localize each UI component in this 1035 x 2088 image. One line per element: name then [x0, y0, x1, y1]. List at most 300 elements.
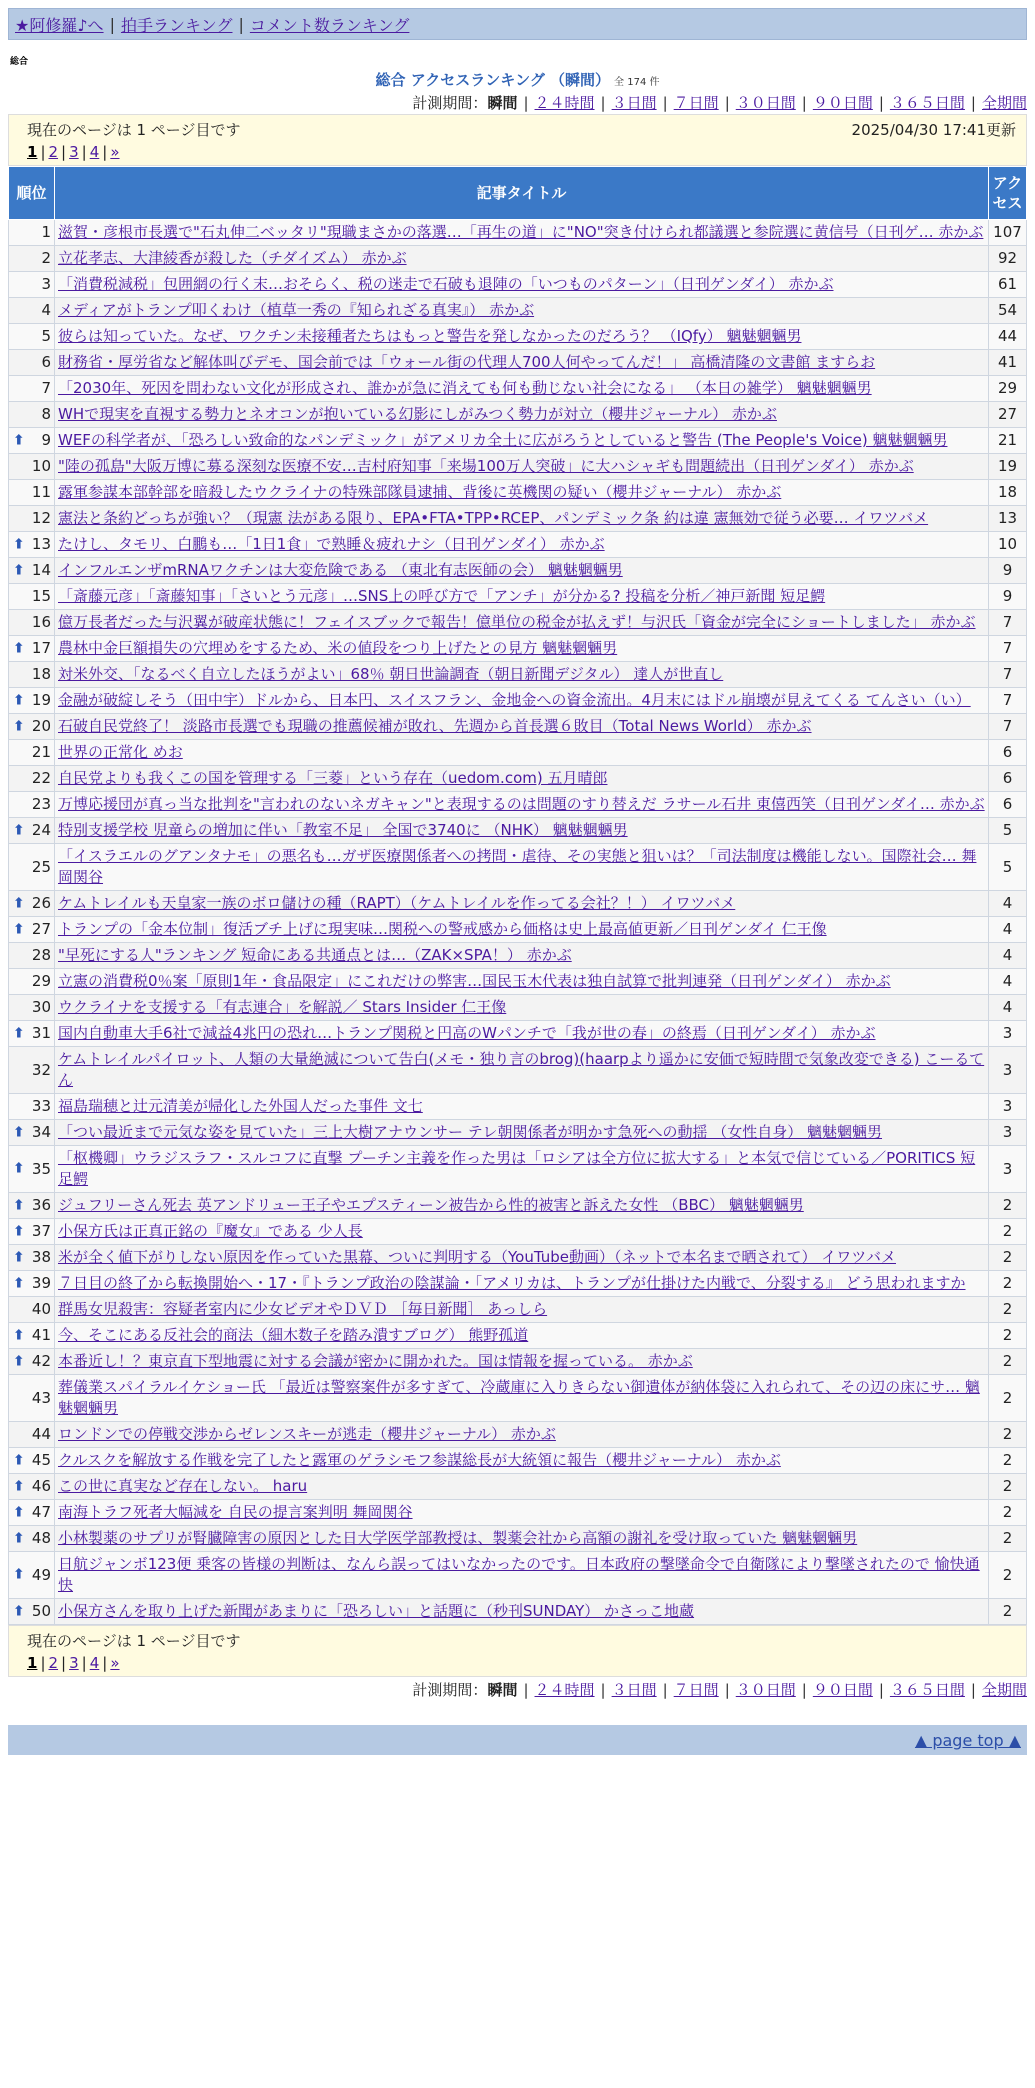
rank-up-arrow-icon: ⬆	[13, 692, 25, 708]
access-count: 2	[989, 1500, 1027, 1526]
table-row	[9, 1323, 1027, 1349]
rank-header: 順位	[9, 167, 55, 220]
rank-number: 36	[31, 1196, 51, 1214]
article-link[interactable]: 南海トラフ死者大幅減を 自民の提言案判明 舞岡関谷	[58, 1503, 413, 1521]
article-link[interactable]: 「つい最近まで元気な姿を見ていた」三上大樹アナウンサー テレ朝関係者が明かす急死への動揺 （女性自身） 魑魅魍魎男	[58, 1123, 883, 1141]
rank-number: 43	[31, 1388, 51, 1407]
table-row	[9, 246, 1027, 272]
page-link-4[interactable]: 4	[89, 143, 100, 161]
table-row	[9, 1599, 1027, 1625]
article-link[interactable]: トランプの「金本位制」復活ブチ上げに現実味…関税への警戒感から価格は史上最高値更新／日刊ゲンダイ 仁王像	[58, 920, 827, 938]
access-count: 18	[989, 480, 1027, 506]
table-row	[9, 740, 1027, 766]
article-link[interactable]: "早死にする人"ランキング 短命にある共通点とは…（ZAK×SPA！） 赤かぶ	[58, 946, 572, 964]
access-count: 2	[989, 1193, 1027, 1219]
access-count: 3	[989, 1146, 1027, 1193]
access-count: 21	[989, 428, 1027, 454]
table-row	[9, 1500, 1027, 1526]
rank-number: 3	[41, 275, 51, 293]
table-row	[9, 818, 1027, 844]
rank-cell	[9, 1219, 55, 1245]
table-row	[9, 1349, 1027, 1375]
article-link[interactable]: 小保方氏は正真正銘の『魔女』である 少人長	[58, 1222, 363, 1240]
article-link[interactable]: クルスクを解放する作戦を完了したと露軍のゲラシモフ参謀総長が大統領に報告（櫻井ジャーナル） 赤かぶ	[58, 1451, 781, 1469]
rank-cell	[9, 1323, 55, 1349]
article-link[interactable]: 「イスラエルのグアンタナモ」の悪名も…ガザ医療関係者への拷問・虐待、その実態と狙いは？「司法制度は機能しない。国際社会… 舞岡関谷	[58, 847, 977, 886]
page-links	[27, 141, 1016, 163]
article-link[interactable]: たけし、タモリ、白鵬も…「1日1食」で熟睡＆疲れナシ（日刊ゲンダイ） 赤かぶ	[58, 535, 605, 553]
table-row	[9, 636, 1027, 662]
article-link[interactable]: ７日目の終了から転換開始へ・17・『トランプ政治の陰謀論・「アメリカは、トランプが仕掛けた内戦で、分裂する』 どう思われますか	[58, 1274, 966, 1292]
access-count: 9	[989, 584, 1027, 610]
access-count: 3	[989, 1120, 1027, 1146]
title-cell	[55, 1349, 989, 1375]
article-link[interactable]: 「2030年、死因を問わない文化が形成され、誰かが急に消えても何も動じない社会になる」 （本日の雑学） 魑魅魍魎男	[58, 379, 872, 397]
rank-number: 46	[31, 1477, 51, 1495]
rank-up-arrow-icon: ⬆	[13, 1504, 25, 1520]
title-cell	[55, 1474, 989, 1500]
table-row	[9, 766, 1027, 792]
access-count: 4	[989, 943, 1027, 969]
page-current: 1	[27, 1654, 38, 1672]
rank-number: 41	[31, 1326, 51, 1344]
access-count: 3	[989, 1094, 1027, 1120]
article-link[interactable]: 農林中金巨額損失の穴埋めをするため、米の値段をつり上げたとの見方 魑魅魍魎男	[58, 639, 618, 657]
rank-up-arrow-icon: ⬆	[13, 1160, 25, 1177]
access-count: 3	[989, 1047, 1027, 1094]
rank-number: 48	[31, 1529, 51, 1547]
title-cell	[55, 610, 989, 636]
page-next-link[interactable]: »	[110, 1654, 120, 1672]
rank-cell	[9, 891, 55, 917]
section-label: 総合	[10, 57, 29, 67]
article-link[interactable]: 「斎藤元彦」「斎藤知事」「さいとう元彦」…SNS上の呼び方で「アンチ」が分かる? 投稿を分析／神戸新聞 短足鰐	[58, 587, 826, 605]
table-row	[9, 1120, 1027, 1146]
title-cell	[55, 917, 989, 943]
page-separator: |	[40, 143, 46, 161]
rank-cell	[9, 1047, 55, 1094]
title-cell	[55, 324, 989, 350]
title-cell	[55, 506, 989, 532]
table-row	[9, 1047, 1027, 1094]
article-link[interactable]: 滋賀・彦根市長選で"石丸伸二ベッタリ"現職まさかの落選…「再生の道」に"NO"突き付けられ都議選と参院選に黄信号（日刊ゲ… 赤かぶ	[58, 223, 984, 241]
page-separator: |	[102, 1654, 108, 1672]
article-link[interactable]: 石破自民党終了！ 淡路市長選でも現職の推薦候補が敗れ、先週から首長選６敗目（Total News World） 赤かぶ	[58, 717, 812, 735]
table-row	[9, 324, 1027, 350]
table-row	[9, 917, 1027, 943]
title-cell	[55, 943, 989, 969]
period-separator: |	[662, 1681, 668, 1699]
rank-cell	[9, 688, 55, 714]
rank-cell	[9, 1193, 55, 1219]
period-separator: |	[878, 1681, 884, 1699]
nav-separator: |	[238, 14, 244, 34]
rank-number: 34	[31, 1123, 51, 1141]
access-count: 3	[989, 1021, 1027, 1047]
rank-number: 11	[31, 483, 51, 501]
pager-bottom	[8, 1625, 1027, 1677]
rank-number: 45	[31, 1451, 51, 1469]
period-separator: |	[523, 94, 529, 112]
rank-number: 50	[31, 1602, 51, 1620]
rank-up-arrow-icon: ⬆	[13, 1223, 25, 1239]
rank-number: 35	[31, 1159, 51, 1178]
article-link[interactable]: 自民党よりも我くこの国を管理する「三菱」という存在（uedom.com) 五月晴郎	[58, 769, 608, 787]
article-link[interactable]: "陸の孤島"大阪万博に募る深刻な医療不安…吉村府知事「来場100万人突破」に大ハシャギも問題続出（日刊ゲンダイ） 赤かぶ	[58, 457, 914, 475]
table-row	[9, 272, 1027, 298]
rank-up-arrow-icon: ⬆	[13, 895, 25, 911]
top-period-6[interactable]: ３６５日間	[889, 94, 965, 112]
bottom-period-1[interactable]: ２４時間	[534, 1681, 595, 1699]
access-count: 2	[989, 1448, 1027, 1474]
access-count: 2	[989, 1552, 1027, 1599]
rank-number: 8	[41, 405, 51, 423]
article-link[interactable]: ケムトレイルも天皇家一族のボロ儲けの種（RAPT）（ケムトレイルを作ってる会社？！） イワツバメ	[58, 894, 736, 912]
title-cell	[55, 1448, 989, 1474]
rank-number: 38	[31, 1248, 51, 1266]
access-count: 2	[989, 1474, 1027, 1500]
table-row	[9, 1271, 1027, 1297]
article-link[interactable]: 対米外交、「なるべく自立したほうがよい」68％ 朝日世論調査（朝日新聞デジタル） 達人が世直し	[58, 665, 724, 683]
page-link-3[interactable]: 3	[69, 143, 79, 161]
table-row	[9, 298, 1027, 324]
rank-number: 13	[31, 535, 51, 553]
rank-cell	[9, 943, 55, 969]
access-count: 2	[989, 1323, 1027, 1349]
rank-number: 4	[41, 301, 51, 319]
top-period-4[interactable]: ３０日間	[735, 94, 796, 112]
rank-cell	[9, 506, 55, 532]
table-row	[9, 610, 1027, 636]
title-cell	[55, 350, 989, 376]
rank-cell	[9, 1422, 55, 1448]
article-link[interactable]: 国内自動車大手6社で減益4兆円の恐れ…トランプ関税と円高のWパンチで「我が世の春」の終焉（日刊ゲンダイ） 赤かぶ	[58, 1024, 876, 1042]
rank-number: 29	[31, 972, 51, 990]
bottom-period-5[interactable]: ９０日間	[812, 1681, 873, 1699]
article-link[interactable]: この世に真実など存在しない。 haru	[58, 1477, 308, 1495]
period-separator: |	[724, 1681, 730, 1699]
bottom-period-6[interactable]: ３６５日間	[889, 1681, 965, 1699]
article-link[interactable]: 小保方さんを取り上げた新聞があまりに「恐ろしい」と話題に（秒刊SUNDAY） かさっこ地蔵	[58, 1602, 695, 1620]
period-selector-bottom	[8, 1679, 1027, 1701]
rank-number: 26	[31, 894, 51, 912]
rank-up-arrow-icon: ⬆	[13, 1566, 25, 1583]
article-link[interactable]: 立花孝志、大津綾香が殺した（チダイズム） 赤かぶ	[58, 249, 407, 267]
article-link[interactable]: ロンドンでの停戦交渉からゼレンスキーが逃走（櫻井ジャーナル） 赤かぶ	[58, 1425, 556, 1443]
page-separator: |	[61, 143, 67, 161]
article-link[interactable]: 憲法と条約どっちが強い？（現憲 法がある限り、EPA•FTA•TPP•RCEP、パンデミック条 約は違 憲無効で従う必要… イワツバメ	[58, 509, 929, 527]
article-link[interactable]: ウクライナを支援する「有志連合」を解説／ Stars Insider 仁王像	[58, 998, 507, 1016]
access-count: 4	[989, 969, 1027, 995]
access-count: 10	[989, 532, 1027, 558]
rank-number: 17	[31, 639, 51, 657]
rank-up-arrow-icon: ⬆	[13, 1478, 25, 1494]
rank-number: 20	[31, 717, 51, 735]
table-row	[9, 891, 1027, 917]
rank-cell	[9, 1474, 55, 1500]
article-link[interactable]: 金融が破綻しそう（田中宇）ドルから、日本円、スイスフラン、金地金への資金流出。4月末にはドル崩壊が見えてくる てんさい（い）	[58, 691, 971, 709]
rank-number: 1	[41, 223, 51, 241]
page-title-row	[8, 69, 1027, 90]
rank-cell	[9, 1599, 55, 1625]
page-separator: |	[81, 1654, 87, 1672]
rank-cell	[9, 558, 55, 584]
rank-number: 40	[31, 1300, 51, 1318]
rank-cell	[9, 1349, 55, 1375]
rank-cell	[9, 636, 55, 662]
period-selector-top	[8, 92, 1027, 114]
article-link[interactable]: メディアがトランプ叩くわけ（植草一秀の『知られざる真実』） 赤かぶ	[58, 301, 535, 319]
title-cell	[55, 402, 989, 428]
rank-up-arrow-icon: ⬆	[13, 1452, 25, 1468]
rank-number: 5	[41, 327, 51, 345]
rank-cell	[9, 1500, 55, 1526]
page-top-link[interactable]: ▲ page top ▲	[914, 1730, 1021, 1750]
table-row	[9, 428, 1027, 454]
access-count: 2	[989, 1422, 1027, 1448]
period-separator: |	[600, 94, 606, 112]
article-link[interactable]: 財務省・厚労省など解体叫びデモ、国会前では「ウォール街の代理人700人何やってんだ！」 高橋清隆の文書館 ますらお	[58, 353, 876, 371]
bottom-period-0: 瞬間	[487, 1681, 518, 1699]
rank-cell	[9, 1526, 55, 1552]
bottom-period-4[interactable]: ３０日間	[735, 1681, 796, 1699]
rank-cell	[9, 480, 55, 506]
title-cell	[55, 1297, 989, 1323]
footer-bar	[8, 1725, 1027, 1755]
table-row	[9, 1375, 1027, 1422]
access-count: 4	[989, 917, 1027, 943]
rank-number: 21	[31, 743, 51, 761]
rank-cell	[9, 1297, 55, 1323]
top-nav-bar	[8, 8, 1027, 40]
rank-cell	[9, 298, 55, 324]
access-count: 61	[989, 272, 1027, 298]
rank-cell	[9, 246, 55, 272]
article-link[interactable]: 福島瑞穂と辻元清美が帰化した外国人だった事件 文七	[58, 1097, 423, 1115]
rank-cell	[9, 662, 55, 688]
article-link[interactable]: 葬儀業スパイラルイケショー氏 「最近は警察案件が多すぎて、冷蔵庫に入りきらない御遺体が納体袋に入れられて、その辺の床にサ… 魑魅魍魎男	[58, 1378, 980, 1417]
rank-cell	[9, 740, 55, 766]
title-cell	[55, 1193, 989, 1219]
title-cell	[55, 766, 989, 792]
top-period-1[interactable]: ２４時間	[534, 94, 595, 112]
period-label: 計測期間：	[412, 1681, 488, 1699]
title-cell	[55, 272, 989, 298]
table-row	[9, 480, 1027, 506]
current-page-text: 現在のページは 1 ページ目です	[27, 1632, 241, 1650]
bottom-period-2[interactable]: ３日間	[611, 1681, 657, 1699]
access-count: 7	[989, 662, 1027, 688]
page-links	[27, 1652, 1016, 1674]
pager-top	[8, 114, 1027, 166]
top-period-7[interactable]: 全期間	[981, 94, 1027, 112]
page-link-2[interactable]: 2	[48, 143, 59, 161]
rank-number: 22	[31, 769, 51, 787]
title-cell	[55, 1500, 989, 1526]
title-cell	[55, 1120, 989, 1146]
article-link[interactable]: WEFの科学者が、「恐ろしい致命的なパンデミック」がアメリカ全土に広がろうとしていると警告 (The People's Voice) 魑魅魍魎男	[58, 431, 948, 449]
page-next-link[interactable]: »	[110, 143, 120, 161]
access-count: 13	[989, 506, 1027, 532]
rank-number: 24	[31, 821, 51, 839]
article-link[interactable]: 露軍参謀本部幹部を暗殺したウクライナの特殊部隊員逮捕、背後に英機関の疑い（櫻井ジャーナル） 赤かぶ	[58, 483, 782, 501]
access-count: 92	[989, 246, 1027, 272]
access-count: 5	[989, 818, 1027, 844]
period-separator: |	[801, 1681, 807, 1699]
rank-up-arrow-icon: ⬆	[13, 1197, 25, 1213]
rank-cell	[9, 220, 55, 246]
access-count: 2	[989, 1349, 1027, 1375]
article-link[interactable]: 日航ジャンボ123便 乗客の皆様の判断は、なんら誤ってはいなかったのです。日本政府の撃墜命令で自衛隊により撃墜されたので 愉快通快	[58, 1555, 980, 1594]
rank-up-arrow-icon: ⬆	[13, 1353, 25, 1369]
rank-number: 16	[31, 613, 51, 631]
title-cell	[55, 714, 989, 740]
current-page-text: 現在のページは 1 ページ目です	[27, 121, 241, 139]
rank-cell	[9, 1146, 55, 1193]
updated-timestamp: 2025/04/30 17:41更新	[851, 121, 1016, 139]
title-cell	[55, 995, 989, 1021]
article-link[interactable]: 億万長者だった与沢翼が破産状態に！フェイスブックで報告！億単位の税金が払えず！与沢氏「資金が完全にショートしました」 赤かぶ	[58, 613, 976, 631]
page-link-2[interactable]: 2	[48, 1654, 59, 1672]
bottom-period-3[interactable]: ７日間	[673, 1681, 719, 1699]
title-cell	[55, 969, 989, 995]
top-period-0: 瞬間	[487, 94, 518, 112]
page-separator: |	[61, 1654, 67, 1672]
title-cell	[55, 532, 989, 558]
article-link[interactable]: WHで現実を直視する勢力とネオコンが抱いている幻影にしがみつく勢力が対立（櫻井ジャーナル） 赤かぶ	[58, 405, 777, 423]
rank-number: 31	[31, 1024, 51, 1042]
page-current: 1	[27, 143, 38, 161]
access-count: 6	[989, 740, 1027, 766]
title-cell	[55, 428, 989, 454]
rank-cell	[9, 1021, 55, 1047]
article-link[interactable]: 世界の正常化 めお	[58, 743, 183, 761]
comment-ranking-link[interactable]: コメント数ランキング	[249, 15, 410, 35]
table-row	[9, 532, 1027, 558]
rank-number: 37	[31, 1222, 51, 1240]
article-link[interactable]: 群馬女児殺害：容疑者室内に少女ビデオやＤＶＤ ［毎日新聞］ あっしら	[58, 1300, 548, 1318]
access-count: 107	[989, 220, 1027, 246]
title-cell	[55, 1323, 989, 1349]
title-cell	[55, 298, 989, 324]
rank-cell	[9, 610, 55, 636]
rank-cell	[9, 350, 55, 376]
table-row	[9, 688, 1027, 714]
access-count: 54	[989, 298, 1027, 324]
rank-number: 47	[31, 1503, 51, 1521]
rank-number: 10	[31, 457, 51, 475]
top-period-3[interactable]: ７日間	[673, 94, 719, 112]
period-separator: |	[970, 94, 976, 112]
title-cell	[55, 1245, 989, 1271]
table-row	[9, 1193, 1027, 1219]
access-count: 2	[989, 1297, 1027, 1323]
access-count: 6	[989, 792, 1027, 818]
article-link[interactable]: インフルエンザmRNAワクチンは大変危険である （東北有志医師の会） 魑魅魍魎男	[58, 561, 623, 579]
title-cell	[55, 844, 989, 891]
rank-up-arrow-icon: ⬆	[13, 640, 25, 656]
title-cell	[55, 636, 989, 662]
top-period-2[interactable]: ３日間	[611, 94, 657, 112]
access-count: 6	[989, 766, 1027, 792]
rank-number: 9	[41, 431, 51, 449]
rank-up-arrow-icon: ⬆	[13, 718, 25, 734]
rank-cell	[9, 532, 55, 558]
table-row	[9, 506, 1027, 532]
article-link[interactable]: 特別支援学校 児童らの増加に伴い「教室不足」 全国で3740に （NHK） 魑魅魍魎男	[58, 821, 628, 839]
rank-up-arrow-icon: ⬆	[13, 921, 25, 937]
table-row	[9, 1219, 1027, 1245]
article-link[interactable]: ジュフリーさん死去 英アンドリュー王子やエプスティーン被告から性的被害と訴えた女性 （BBC） 魑魅魍魎男	[58, 1196, 804, 1214]
top-period-5[interactable]: ９０日間	[812, 94, 873, 112]
table-row	[9, 714, 1027, 740]
table-row	[9, 1474, 1027, 1500]
home-link[interactable]: ★阿修羅♪へ	[15, 15, 104, 35]
article-link[interactable]: 「消費税減税」包囲網の行く末…おそらく、税の迷走で石破も退陣の「いつものパターン」（日刊ゲンダイ） 赤かぶ	[58, 275, 834, 293]
access-count: 2	[989, 1599, 1027, 1625]
bottom-period-7[interactable]: 全期間	[981, 1681, 1027, 1699]
access-count: 27	[989, 402, 1027, 428]
page-link-4[interactable]: 4	[89, 1654, 100, 1672]
article-link[interactable]: 彼らは知っていた。なぜ、ワクチン未接種者たちはもっと警告を発しなかったのだろう？ （IQfy） 魑魅魍魎男	[58, 327, 802, 345]
rank-number: 25	[31, 857, 51, 876]
rank-up-arrow-icon: ⬆	[13, 432, 25, 448]
article-link[interactable]: 米が全く値下がりしない原因を作っていた黒幕、ついに判明する（YouTube動画）（ネットで本名まで晒されて） イワツバメ	[58, 1248, 896, 1266]
title-cell	[55, 1021, 989, 1047]
table-row	[9, 662, 1027, 688]
rank-cell	[9, 792, 55, 818]
article-link[interactable]: 万博応援団が真っ当な批判を"言われのないネガキャン"と表現するのは問題のすり替えだ ラサール石井 東僖西笑（日刊ゲンダイ… 赤かぶ	[58, 795, 985, 813]
article-link[interactable]: 小林製薬のサプリが腎臓障害の原因とした日大学医学部教授は、製薬会社から高額の謝礼を受け取っていた 魑魅魍魎男	[58, 1529, 858, 1547]
article-link[interactable]: ケムトレイルパイロット、人類の大量絶滅について告白(メモ・独り言のbrog)(haarpより遥かに安価で短時間で気象改変できる) こーるてん	[58, 1050, 985, 1089]
article-link[interactable]: 今、そこにある反社会的商法（細木数子を踏み潰すブログ） 熊野孤道	[58, 1326, 529, 1344]
title-cell	[55, 891, 989, 917]
article-link[interactable]: 立憲の消費税0％案「原則1年・食品限定」にこれだけの弊害…国民玉木代表は独自試算で批判連発（日刊ゲンダイ） 赤かぶ	[58, 972, 891, 990]
table-row	[9, 454, 1027, 480]
rank-up-arrow-icon: ⬆	[13, 1025, 25, 1041]
table-row	[9, 220, 1027, 246]
title-cell	[55, 1552, 989, 1599]
title-cell	[55, 1526, 989, 1552]
rank-up-arrow-icon: ⬆	[13, 1275, 25, 1291]
rank-cell	[9, 584, 55, 610]
table-row	[9, 376, 1027, 402]
access-count: 2	[989, 1375, 1027, 1422]
table-row	[9, 1422, 1027, 1448]
article-link[interactable]: 本番近し！？東京直下型地震に対する会議が密かに開かれた。国は情報を握っている。 赤かぶ	[58, 1352, 693, 1370]
table-row	[9, 995, 1027, 1021]
access-count: 19	[989, 454, 1027, 480]
period-separator: |	[970, 1681, 976, 1699]
title-cell	[55, 246, 989, 272]
table-row	[9, 584, 1027, 610]
access-count: 29	[989, 376, 1027, 402]
title-cell	[55, 584, 989, 610]
rank-cell	[9, 1245, 55, 1271]
rank-number: 30	[31, 998, 51, 1016]
rank-cell	[9, 324, 55, 350]
page-separator: |	[81, 143, 87, 161]
access-header: アクセス	[989, 167, 1027, 220]
rank-cell	[9, 1094, 55, 1120]
clap-ranking-link[interactable]: 拍手ランキング	[120, 15, 233, 35]
rank-up-arrow-icon: ⬆	[13, 1530, 25, 1546]
page-link-3[interactable]: 3	[69, 1654, 79, 1672]
table-row	[9, 558, 1027, 584]
table-row	[9, 1146, 1027, 1193]
rank-cell	[9, 272, 55, 298]
article-link[interactable]: 「枢機卿」ウラジスラフ・スルコフに直撃 プーチン主義を作った男は「ロシアは全方位に拡大する」と本気で信じている／PORITICS 短足鰐	[58, 1149, 976, 1188]
